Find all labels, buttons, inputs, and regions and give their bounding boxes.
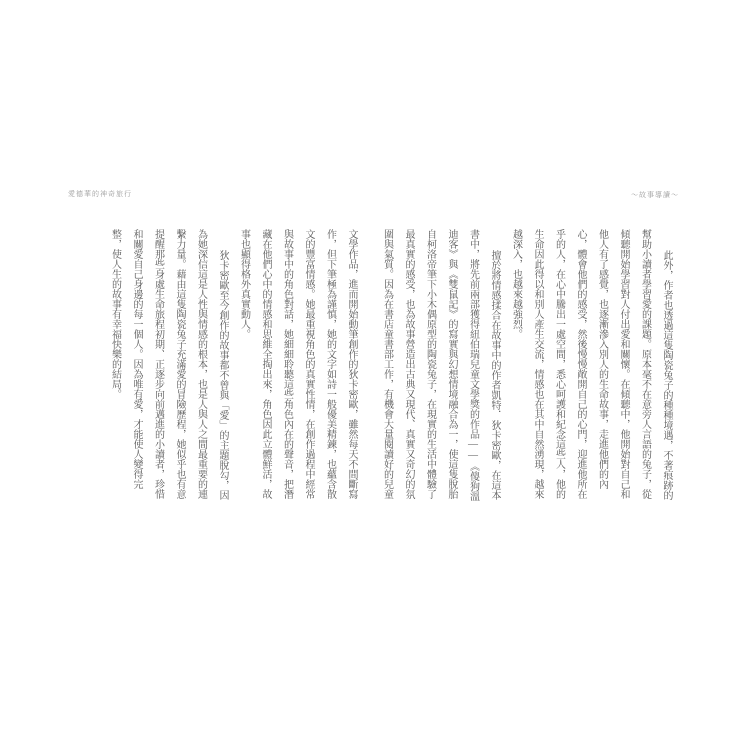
text-column: 作，但下筆極為謹慎，她的文字如詩一般優美精鍊，也蘊含散: [324, 229, 336, 499]
text-column: 與故事中的角色對話，她細細聆聽這些角色內在的聲音，把潛: [281, 229, 293, 499]
right-page-text-block: [375, 229, 677, 501]
text-column: 文學作品，進而開始動筆創作的狄卡密歐，雖然每天不間斷寫: [346, 229, 357, 499]
text-column: 幫助小讀者學習愛的課題。原本毫不在意旁人言語的兔子，從: [639, 229, 651, 499]
text-column: 狄卡密歐至今創作的故事都不曾與「愛」的主題脫勾，因: [217, 250, 228, 500]
text-column: 他人有了感覺，也逐漸滲入別人的生命故事，走進他們的內: [596, 229, 608, 489]
text-column: 傾聽開始學習對人付出愛和關懷。在傾聽中，他開始對自己和: [618, 229, 629, 499]
left-page-running-header: 愛德華的神奇旅行: [68, 190, 132, 198]
text-column: 圍與氣質。因為在書店童書部工作，有機會大量閱讀好的兒童: [381, 229, 393, 499]
text-column: 書中，將先前兩部獲得紐伯瑞兒童文學獎的作品——《傻狗溫: [467, 229, 479, 501]
text-column: 最真實的感受，也為故事營造出古典又現代、真實又奇幻的氛: [403, 229, 414, 499]
text-column: 為她深信這是人性與情感的根本，也是人與人之間最重要的連: [195, 229, 207, 499]
text-column: 整，使人生的故事有幸福快樂的結局。: [109, 229, 121, 399]
text-column: 迪客》與《雙鼠記》的寫實與幻想情境融合為一，使這隻脫胎: [446, 229, 457, 499]
text-column: 生命因此得以和別人產生交流，情感也在其中自然湧現，越來: [532, 229, 543, 499]
text-column: 文的豐富情感。她最重視角色的真實性情，在創作過程中經常: [303, 229, 314, 499]
left-page-text-block: [103, 229, 362, 500]
text-column: 事也顯得格外真實動人。: [238, 229, 250, 339]
text-column: 自柯洛帝筆下小木偶原型的陶瓷兔子，在現實的生活中體驗了: [424, 229, 436, 499]
text-column: 此外，作者也透過這隻陶瓷兔子的種種境遇，不著痕跡的: [661, 250, 672, 500]
text-column: 和關愛自己身邊的每一個人。因為唯有愛，才能使人變得完: [131, 229, 142, 489]
text-column: 繫力量。藉由這隻陶瓷兔子充滿愛的冒險歷程，她似乎也有意: [174, 229, 185, 499]
right-page-running-header: 〜故事導讀〜: [631, 191, 679, 199]
text-column: 擅於將情感揉合在故事中的作者凱特．狄卡密歐，在這本: [489, 250, 500, 500]
text-column: 乎的人，在心中騰出一處空間，悉心呵護和紀念這些人，他的: [553, 229, 565, 499]
text-column: 提醒那些身處生命旅程初期、正逐步向前邁進的小讀者，珍惜: [152, 229, 164, 499]
text-column: 越深入，也越來越強烈。: [510, 229, 522, 339]
text-column: 心，體會他們的感受，然後慢慢敞開自己的心門，迎進他所在: [575, 229, 586, 499]
text-column: 藏在他們心中的情感和思維全掏出來，角色因此立體鮮活，故: [260, 229, 271, 499]
